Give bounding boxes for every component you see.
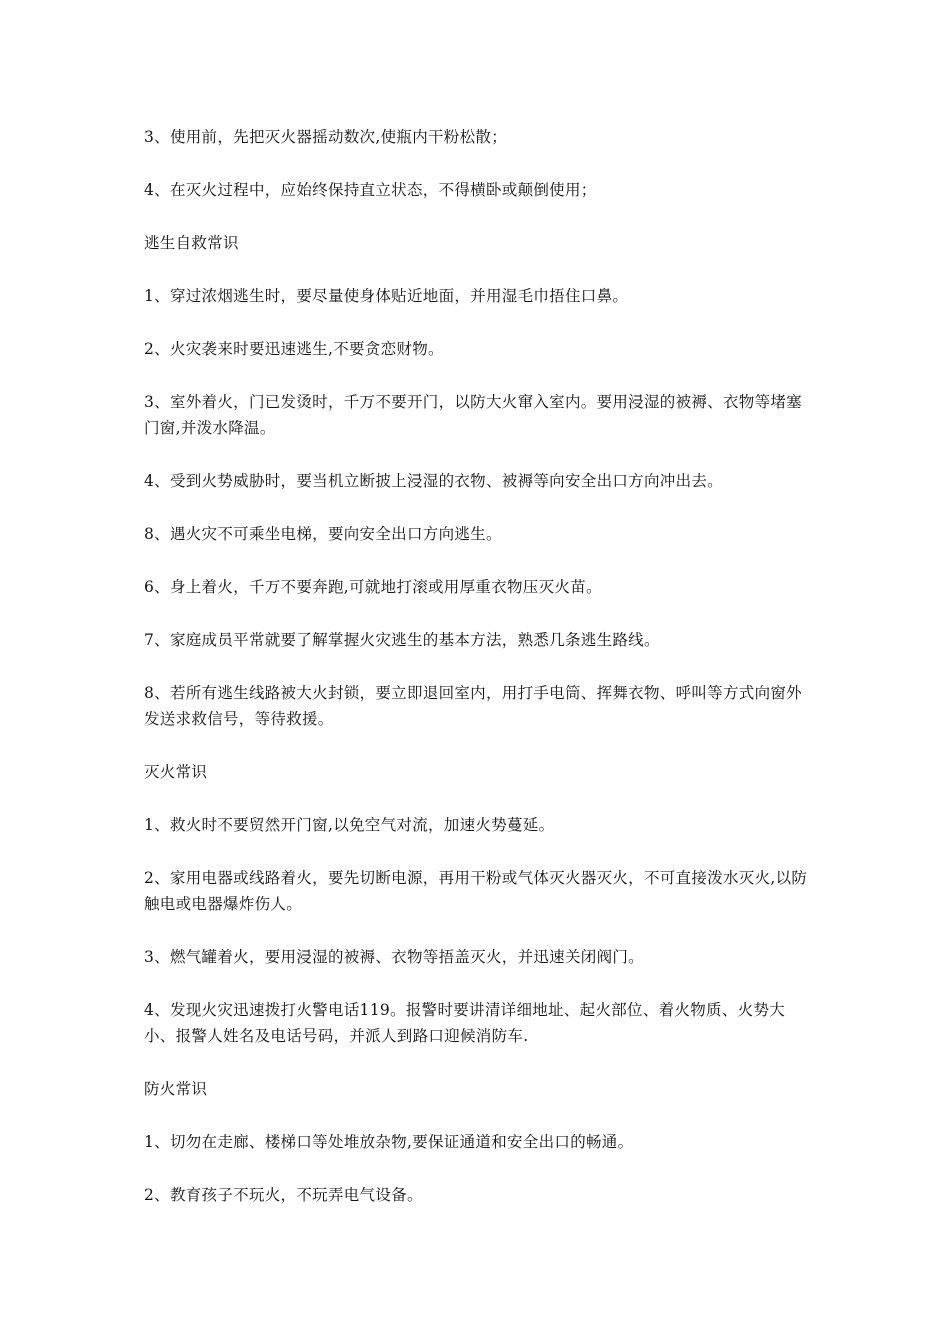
paragraph: 3、室外着火，门已发烫时，千万不要开门，以防大火窜入室内。要用浸湿的被褥、衣物等堵塞门窗,并泼水降温。 bbox=[144, 393, 802, 437]
paragraph: 7、家庭成员平常就要了解掌握火灾逃生的基本方法，熟悉几条逃生路线。 bbox=[144, 631, 660, 649]
paragraph: 3、燃气罐着火，要用浸湿的被褥、衣物等捂盖灭火，并迅速关闭阀门。 bbox=[144, 948, 644, 966]
paragraph: 2、教育孩子不玩火，不玩弄电气设备。 bbox=[144, 1186, 423, 1204]
section-heading-escape: 逃生自救常识 bbox=[144, 234, 239, 252]
paragraph: 4、受到火势威胁时，要当机立断披上浸湿的衣物、被褥等向安全出口方向冲出去。 bbox=[144, 472, 723, 490]
paragraph: 3、使用前，先把灭火器摇动数次,使瓶内干粉松散； bbox=[144, 128, 507, 146]
paragraph: 6、身上着火，千万不要奔跑,可就地打滚或用厚重衣物压灭火苗。 bbox=[144, 578, 602, 596]
paragraph: 2、火灾袭来时要迅速逃生,不要贪恋财物。 bbox=[144, 340, 444, 358]
paragraph: 4、在灭火过程中，应始终保持直立状态，不得横卧或颠倒使用； bbox=[144, 181, 597, 199]
section-heading-firefighting: 灭火常识 bbox=[144, 763, 208, 781]
paragraph: 4、发现火灾迅速拨打火警电话119。报警时要讲清详细地址、起火部位、着火物质、火势大小、报警人姓名及电话号码，并派人到路口迎候消防车. bbox=[144, 1001, 786, 1045]
paragraph: 1、切勿在走廊、楼梯口等处堆放杂物,要保证通道和安全出口的畅通。 bbox=[144, 1133, 634, 1151]
paragraph: 8、遇火灾不可乘坐电梯，要向安全出口方向逃生。 bbox=[144, 525, 502, 543]
paragraph: 8、若所有逃生线路被大火封锁，要立即退回室内，用打手电筒、挥舞衣物、呼叫等方式向窗外发送求救信号，等待救援。 bbox=[144, 684, 802, 728]
paragraph: 2、家用电器或线路着火，要先切断电源，再用干粉或气体灭火器灭火，不可直接泼水灭火,以防触电或电器爆炸伤人。 bbox=[144, 869, 808, 913]
paragraph: 1、穿过浓烟逃生时，要尽量使身体贴近地面，并用湿毛巾捂住口鼻。 bbox=[144, 287, 629, 305]
section-heading-prevention: 防火常识 bbox=[144, 1080, 208, 1098]
paragraph: 1、救火时不要贸然开门窗,以免空气对流，加速火势蔓延。 bbox=[144, 816, 555, 834]
document-body bbox=[144, 124, 816, 1208]
